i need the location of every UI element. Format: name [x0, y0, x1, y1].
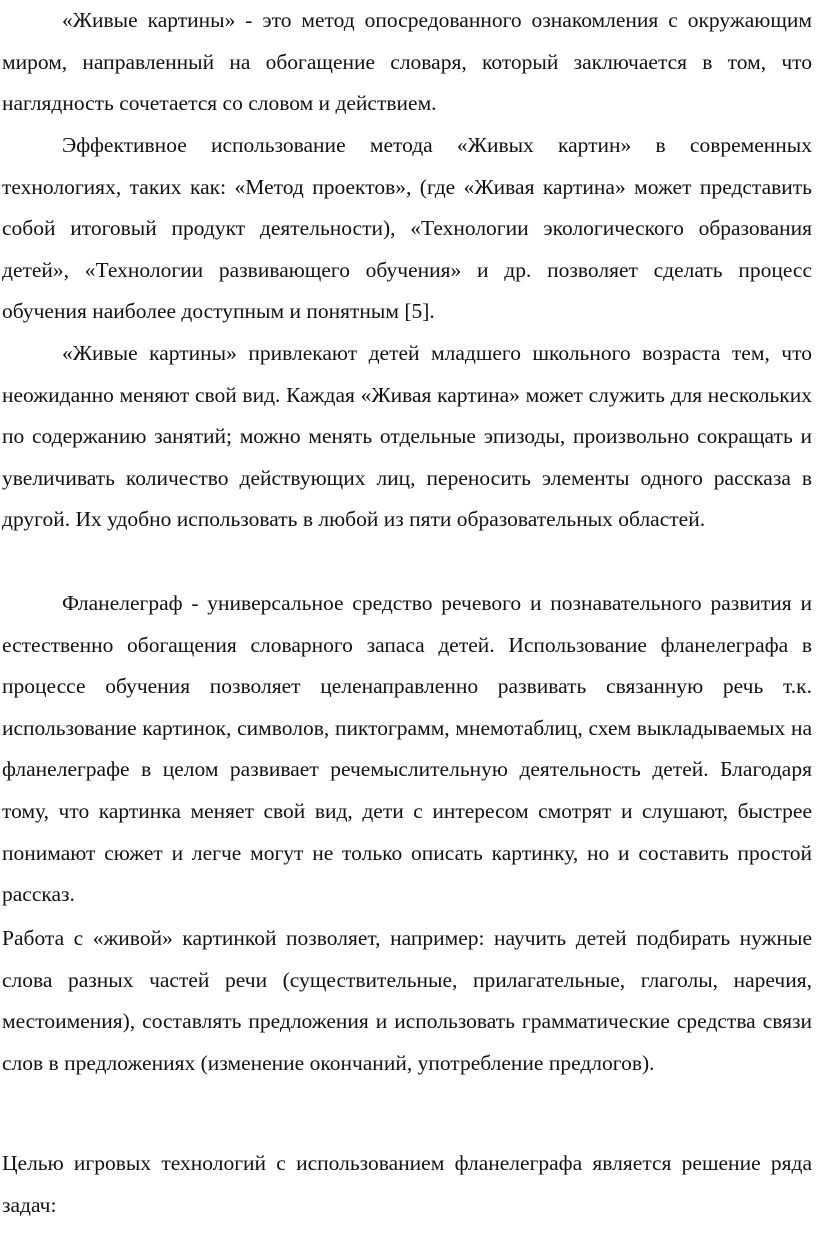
paragraph-flannelgraph [2, 583, 812, 916]
paragraph-living-pictures-definition [2, 0, 812, 125]
paragraph-text: Целью игровых технологий с использованием фланелеграфа является решение ряда задач: [2, 1151, 812, 1217]
paragraph-text: Эффективное использование метода «Живых картин» в современных технологиях, таких как: «Метод проектов», (где «Живая картина» может представить собой итоговый продукт деятельности), «Технологии экологического образования детей», «Технологии развивающего обучения» и др. позволяет сделать процесс обучения наиболее доступным и понятным [5]. [2, 133, 812, 324]
paragraph-effective-use [2, 125, 812, 333]
paragraph-text: Работа с «живой» картинкой позволяет, например: научить детей подбирать нужные слова разных частей речи (существительные, прилагательные, глаголы, наречия, местоимения), составлять предложения и использовать грамматические средства связи слов в предложениях (изменение окончаний, употребление предлогов). [2, 926, 812, 1075]
paragraph-text: «Живые картины» - это метод опосредованного ознакомления с окружающим миром, направленный на обогащение словаря, который заключается в том, что наглядность сочетается со словом и действием. [2, 8, 812, 116]
paragraph-work-with-picture [2, 918, 812, 1084]
paragraph-attract-children [2, 333, 812, 541]
paragraph-text: Фланелеграф - универсальное средство речевого и познавательного развития и естественно обогащения словарного запаса детей. Использование фланелеграфа в процессе обучения позволяет целенаправленно развивать связанную речь т.к. использование картинок, символов, пиктограмм, мнемотаблиц, схем выкладываемых на фланелеграфе в целом развивает речемыслительную деятельность детей. Благодаря тому, что картинка меняет свой вид, дети с интересом смотрят и слушают, быстрее понимают сюжет и легче могут не только описать картинку, но и составить простой рассказ. [2, 591, 812, 907]
paragraph-goal [2, 1143, 812, 1226]
paragraph-text: «Живые картины» привлекают детей младшего школьного возраста тем, что неожиданно меняют свой вид. Каждая «Живая картина» может служить для нескольких по содержанию занятий; можно менять отдельные эпизоды, произвольно сокращать и увеличивать количество действующих лиц, переносить элементы одного рассказа в другой. Их удобно использовать в любой из пяти образовательных областей. [2, 341, 812, 532]
